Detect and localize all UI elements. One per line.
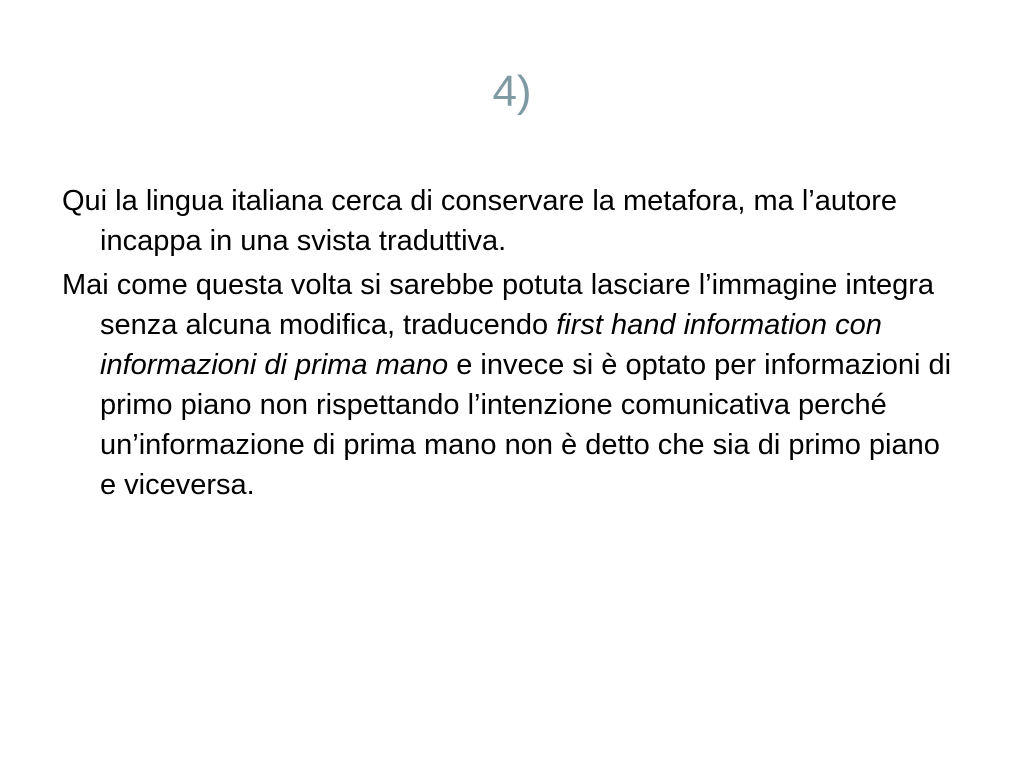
paragraph-2 bbox=[62, 265, 962, 505]
slide-title: 4) bbox=[492, 67, 532, 116]
paragraph-2-text-end: e invece si è optato per informazioni di primo piano non rispettando l’intenzione comunicativa perché un’informazione di prima mano non è detto che sia di primo piano e viceversa. bbox=[100, 349, 952, 501]
paragraph-1: Qui la lingua italiana cerca di conservare la metafora, ma l’autore incappa in una svista traduttiva. bbox=[62, 185, 897, 257]
slide-body bbox=[62, 181, 962, 509]
paragraph-2-text-start: Mai come questa volta si sarebbe potuta lasciare l’immagine integra senza alcuna modifica, traducendo bbox=[62, 269, 935, 341]
paragraph-2-italic-text: first hand information con informazioni di prima mano bbox=[100, 309, 882, 381]
